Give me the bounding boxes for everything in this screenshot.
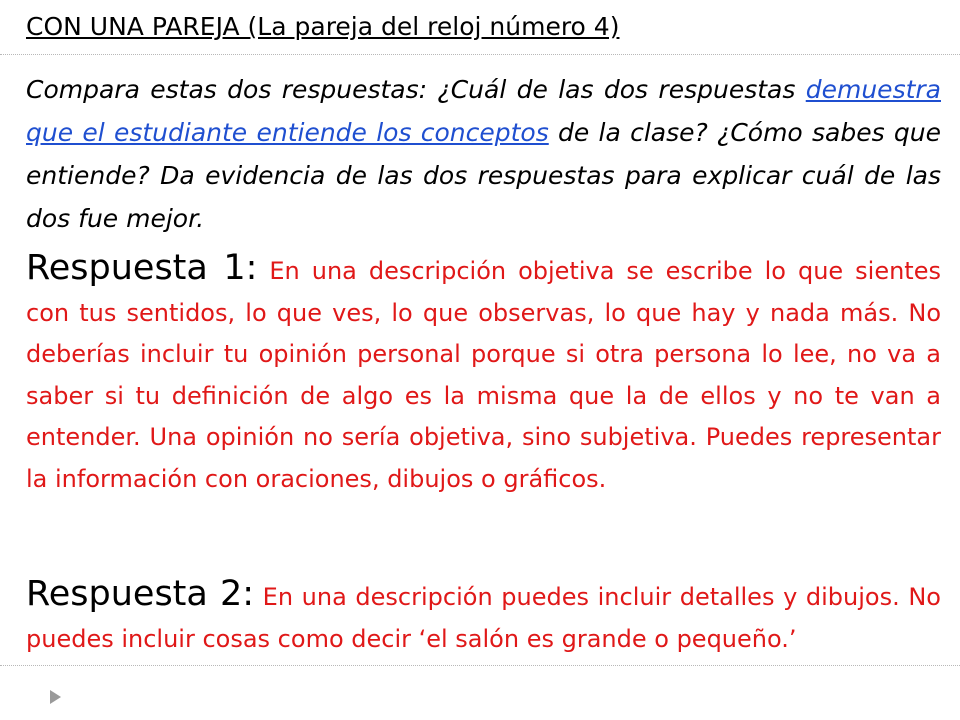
top-divider [0,54,960,55]
answer-2-label: Respuesta 2: [26,574,255,614]
concepts-link[interactable]: demuestra que el estudiante entiende los conceptos [26,75,941,147]
triangle-arrow-icon [50,690,61,704]
bottom-divider [0,665,960,666]
answer-1 [26,248,941,500]
answer-1-text: En una descripción objetiva se escribe lo que sientes con tus sentidos, lo que ves, lo que observas, lo que hay y nada más. No deberías incluir tu opinión personal porque si otra persona lo lee, no va a saber si tu definición de algo es la misma que la de ellos y no te van a entender. Una opinión no sería objetiva, sino subjetiva. Puedes representar la información con oraciones, dibujos o gráficos. [26,257,941,493]
prompt-text-start: Compara estas dos respuestas: ¿Cuál de las dos respuestas [26,75,806,104]
answer-2-text: En una descripción puedes incluir detalles y dibujos. No puedes incluir cosas como decir ‘el salón es grande o pequeño.’ [26,583,941,653]
answer-2 [26,574,941,660]
question-prompt [26,68,941,240]
page-title: CON UNA PAREJA (La pareja del reloj número 4) [26,12,620,41]
prompt-text-end: de la clase? ¿Cómo sabes que entiende? Da evidencia de las dos respuestas para explicar cuál de las dos fue mejor. [26,118,942,233]
answer-1-label: Respuesta 1: [26,248,258,288]
